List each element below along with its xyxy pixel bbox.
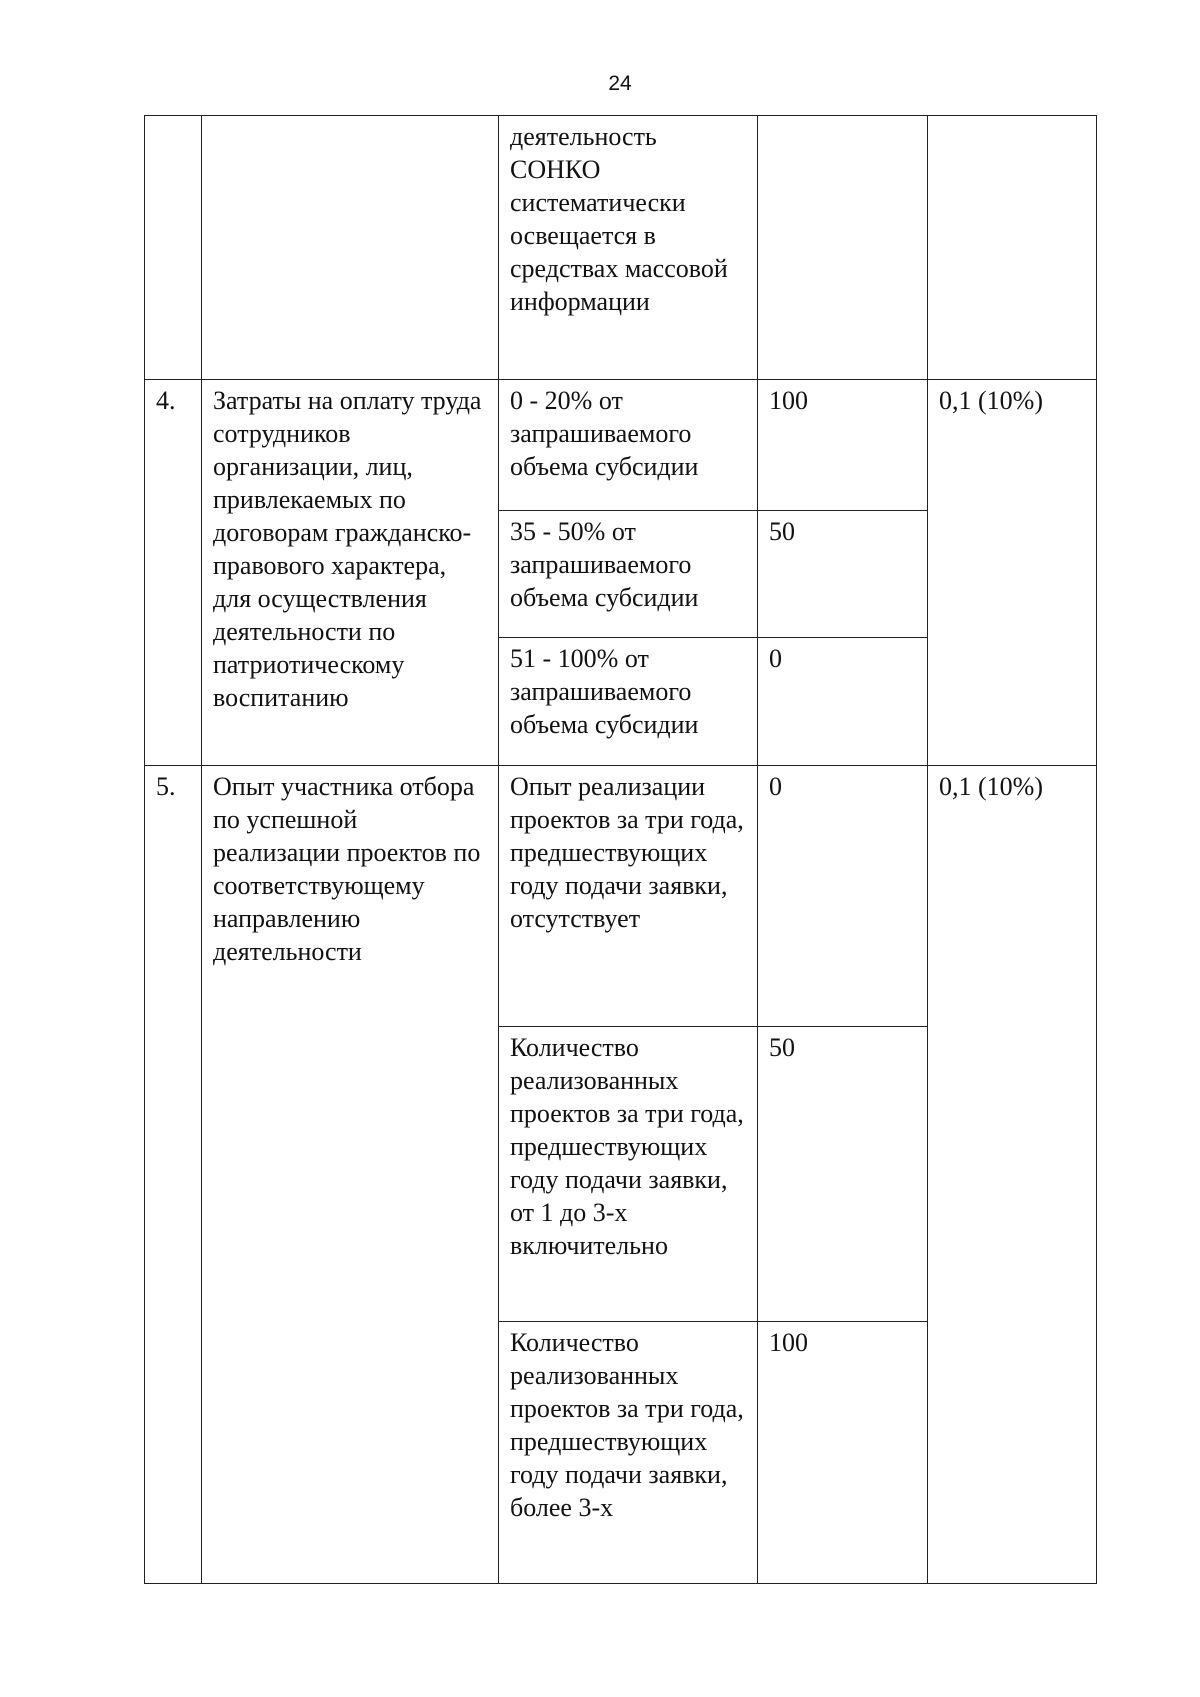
- table-row-5: [145, 766, 1097, 1027]
- number-cell: [145, 116, 202, 380]
- points-cell: 0: [758, 638, 928, 766]
- row-number: 4.: [145, 380, 202, 766]
- criterion-cell: [202, 116, 499, 380]
- criterion-cell: Затраты на оплату труда сотрудников организации, лиц, привлекаемых по договорам гражданско-правового характера, для осуществления деятельности по патриотическому воспитанию: [202, 380, 499, 766]
- points-cell: 50: [758, 1027, 928, 1322]
- page-number: 24: [608, 72, 632, 95]
- points-cell: 0: [758, 766, 928, 1027]
- option-cell: деятельность СОНКО систематически освещается в средствах массовой информации: [499, 116, 758, 380]
- table-row-continuation: [145, 116, 1097, 380]
- weight-cell: 0,1 (10%): [928, 766, 1097, 1584]
- option-cell: Количество реализованных проектов за три года, предшествующих году подачи заявки, от 1 до 3-х включительно: [499, 1027, 758, 1322]
- points-cell: 50: [758, 511, 928, 638]
- option-cell: 51 - 100% от запрашиваемого объема субсидии: [499, 638, 758, 766]
- option-cell: Опыт реализации проектов за три года, предшествующих году подачи заявки, отсутствует: [499, 766, 758, 1027]
- table-row-4: [145, 380, 1097, 511]
- points-cell: 100: [758, 1322, 928, 1584]
- criteria-table: [144, 115, 1097, 1584]
- row-number: 5.: [145, 766, 202, 1584]
- weight-cell: 0,1 (10%): [928, 380, 1097, 766]
- option-cell: 35 - 50% от запрашиваемого объема субсидии: [499, 511, 758, 638]
- points-cell: 100: [758, 380, 928, 511]
- weight-cell: [928, 116, 1097, 380]
- criterion-cell: Опыт участника отбора по успешной реализации проектов по соответствующему направлению деятельности: [202, 766, 499, 1584]
- option-cell: Количество реализованных проектов за три года, предшествующих году подачи заявки, более 3-х: [499, 1322, 758, 1584]
- points-cell: [758, 116, 928, 380]
- option-cell: 0 - 20% от запрашиваемого объема субсидии: [499, 380, 758, 511]
